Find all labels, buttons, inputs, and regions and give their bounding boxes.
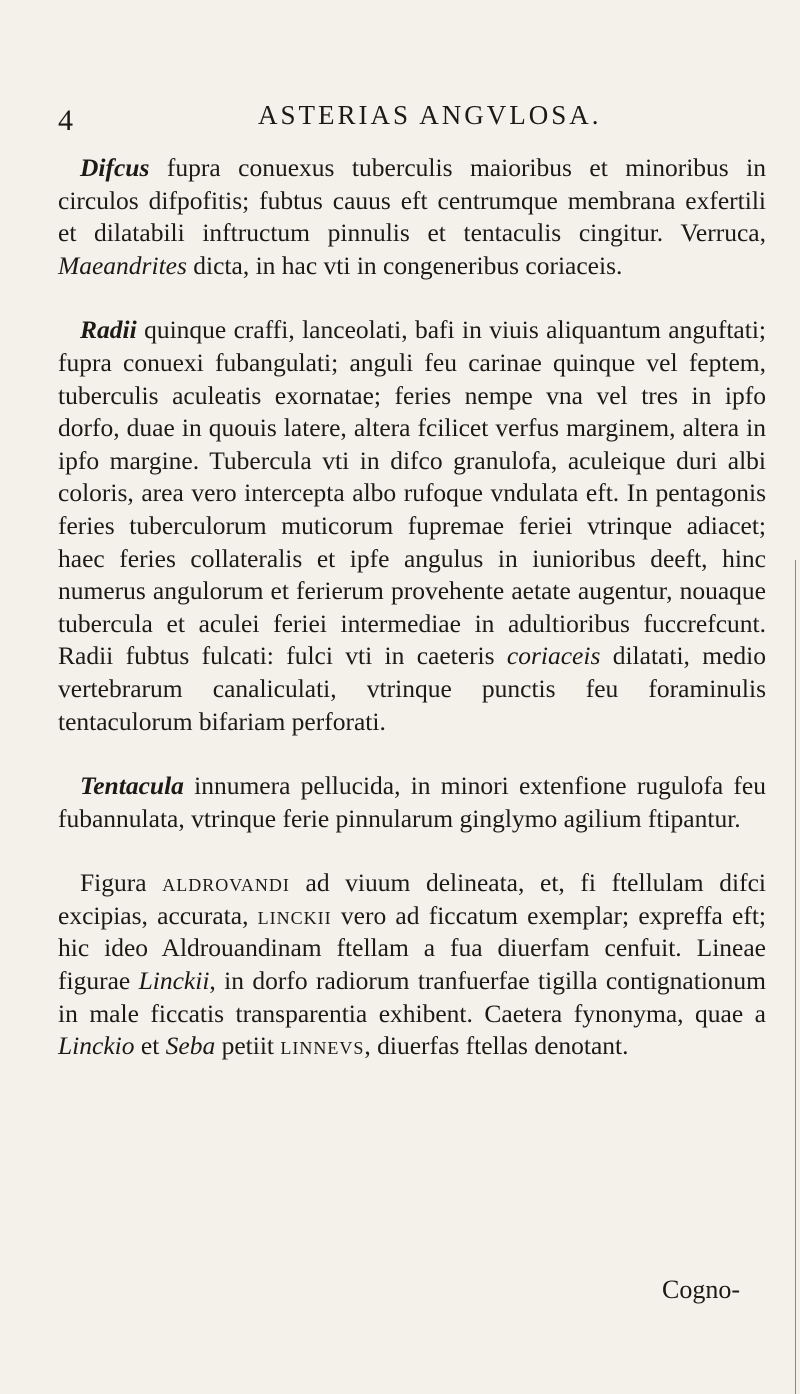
paragraph-text: et xyxy=(134,1031,166,1061)
page-edge-line xyxy=(795,560,796,1394)
author-name: linnevs xyxy=(280,1031,365,1061)
italic-term: coriaceis xyxy=(506,641,601,671)
paragraph-figura xyxy=(58,867,766,1063)
paragraph-text: fupra conuexus tuberculis maioribus et minoribus in circulos difpofitis; fubtus cauus eft centrumque membrana exfertili et dilatabili inftructum pinnulis et tentaculis cingitur. Verruca, xyxy=(58,153,766,248)
running-title: ASTERIAS ANGVLOSA. xyxy=(258,100,602,130)
paragraph-text: ad viuum delineata, et, fi ftellulam difci excipias, accurata, xyxy=(58,868,766,930)
paragraph-text: Figura xyxy=(80,868,163,898)
paragraph-lead: Difcus xyxy=(80,153,150,182)
paragraph-text: , diuerfas ftellas denotant. xyxy=(364,1031,629,1061)
italic-term: Linckii xyxy=(138,966,210,996)
paragraph-lead: Tentacula xyxy=(80,771,184,801)
author-name: aldrovandi xyxy=(162,868,290,898)
body-text xyxy=(58,152,766,1063)
paragraph-text: vero ad ficcatum exemplar; expreffa eft; hic ideo Aldrouandinam ftellam a fua diuerfam cenfuit. Lineae figurae xyxy=(58,900,766,996)
paragraph-text: petiit xyxy=(215,1031,281,1061)
paragraph-text: , in dorfo radiorum tranfuerfae tigilla contignationum in male ficcatis transparentia exhibent. Caetera fynonyma, quae a xyxy=(58,966,766,1028)
italic-term: Linckio xyxy=(58,1031,135,1061)
paragraph-tentacula xyxy=(58,770,766,835)
paragraph-text: innumera pellucida, in minori extenfione rugulofa feu fubannulata, vtrinque ferie pinnularum ginglymo agilium ftipantur. xyxy=(58,771,766,833)
paragraph-text: dicta, in hac vti in congeneribus coriaceis. xyxy=(186,250,623,280)
page-header xyxy=(58,100,758,140)
catchword: Cogno- xyxy=(662,1275,740,1304)
paragraph-discus xyxy=(58,152,766,282)
italic-term: Seba xyxy=(165,1031,216,1061)
italic-term: Maeandrites xyxy=(58,250,187,280)
paragraph-text: dilatati, medio vertebrarum canaliculati, vtrinque punctis feu foraminulis tentaculorum bifariam perforati. xyxy=(58,641,766,736)
paragraph-text: quinque craffi, lanceolati, bafi in viuis aliquantum anguftati; fupra conuexi fubangulati; anguli feu carinae quinque vel feptem, tuberculis aculeatis exornatae; feries nempe vna vel tres in ipfo dorfo, duae in quouis latere, altera fcilicet verfus marginem, altera in ipfo margine. Tubercula vti in difco granulofa, aculeique duri albi coloris, area vero intercepta albo rufoque vndulata eft. In pentagonis feries tuberculorum muticorum fupremae feriei vtrinque adiacet; haec feries collateralis et ipfe angulus in iunioribus deeft, hinc numerus angulorum et ferierum provehente aetate augentur, nouaque tubercula et aculei feriei intermediae in adultioribus fuccrefcunt. Radii fubtus fulcati: fulci vti in caeteris xyxy=(58,315,766,671)
author-name: linckii xyxy=(257,900,332,930)
paragraph-radii xyxy=(58,314,766,738)
page-number: 4 xyxy=(58,104,73,137)
paragraph-lead: Radii xyxy=(80,315,137,345)
